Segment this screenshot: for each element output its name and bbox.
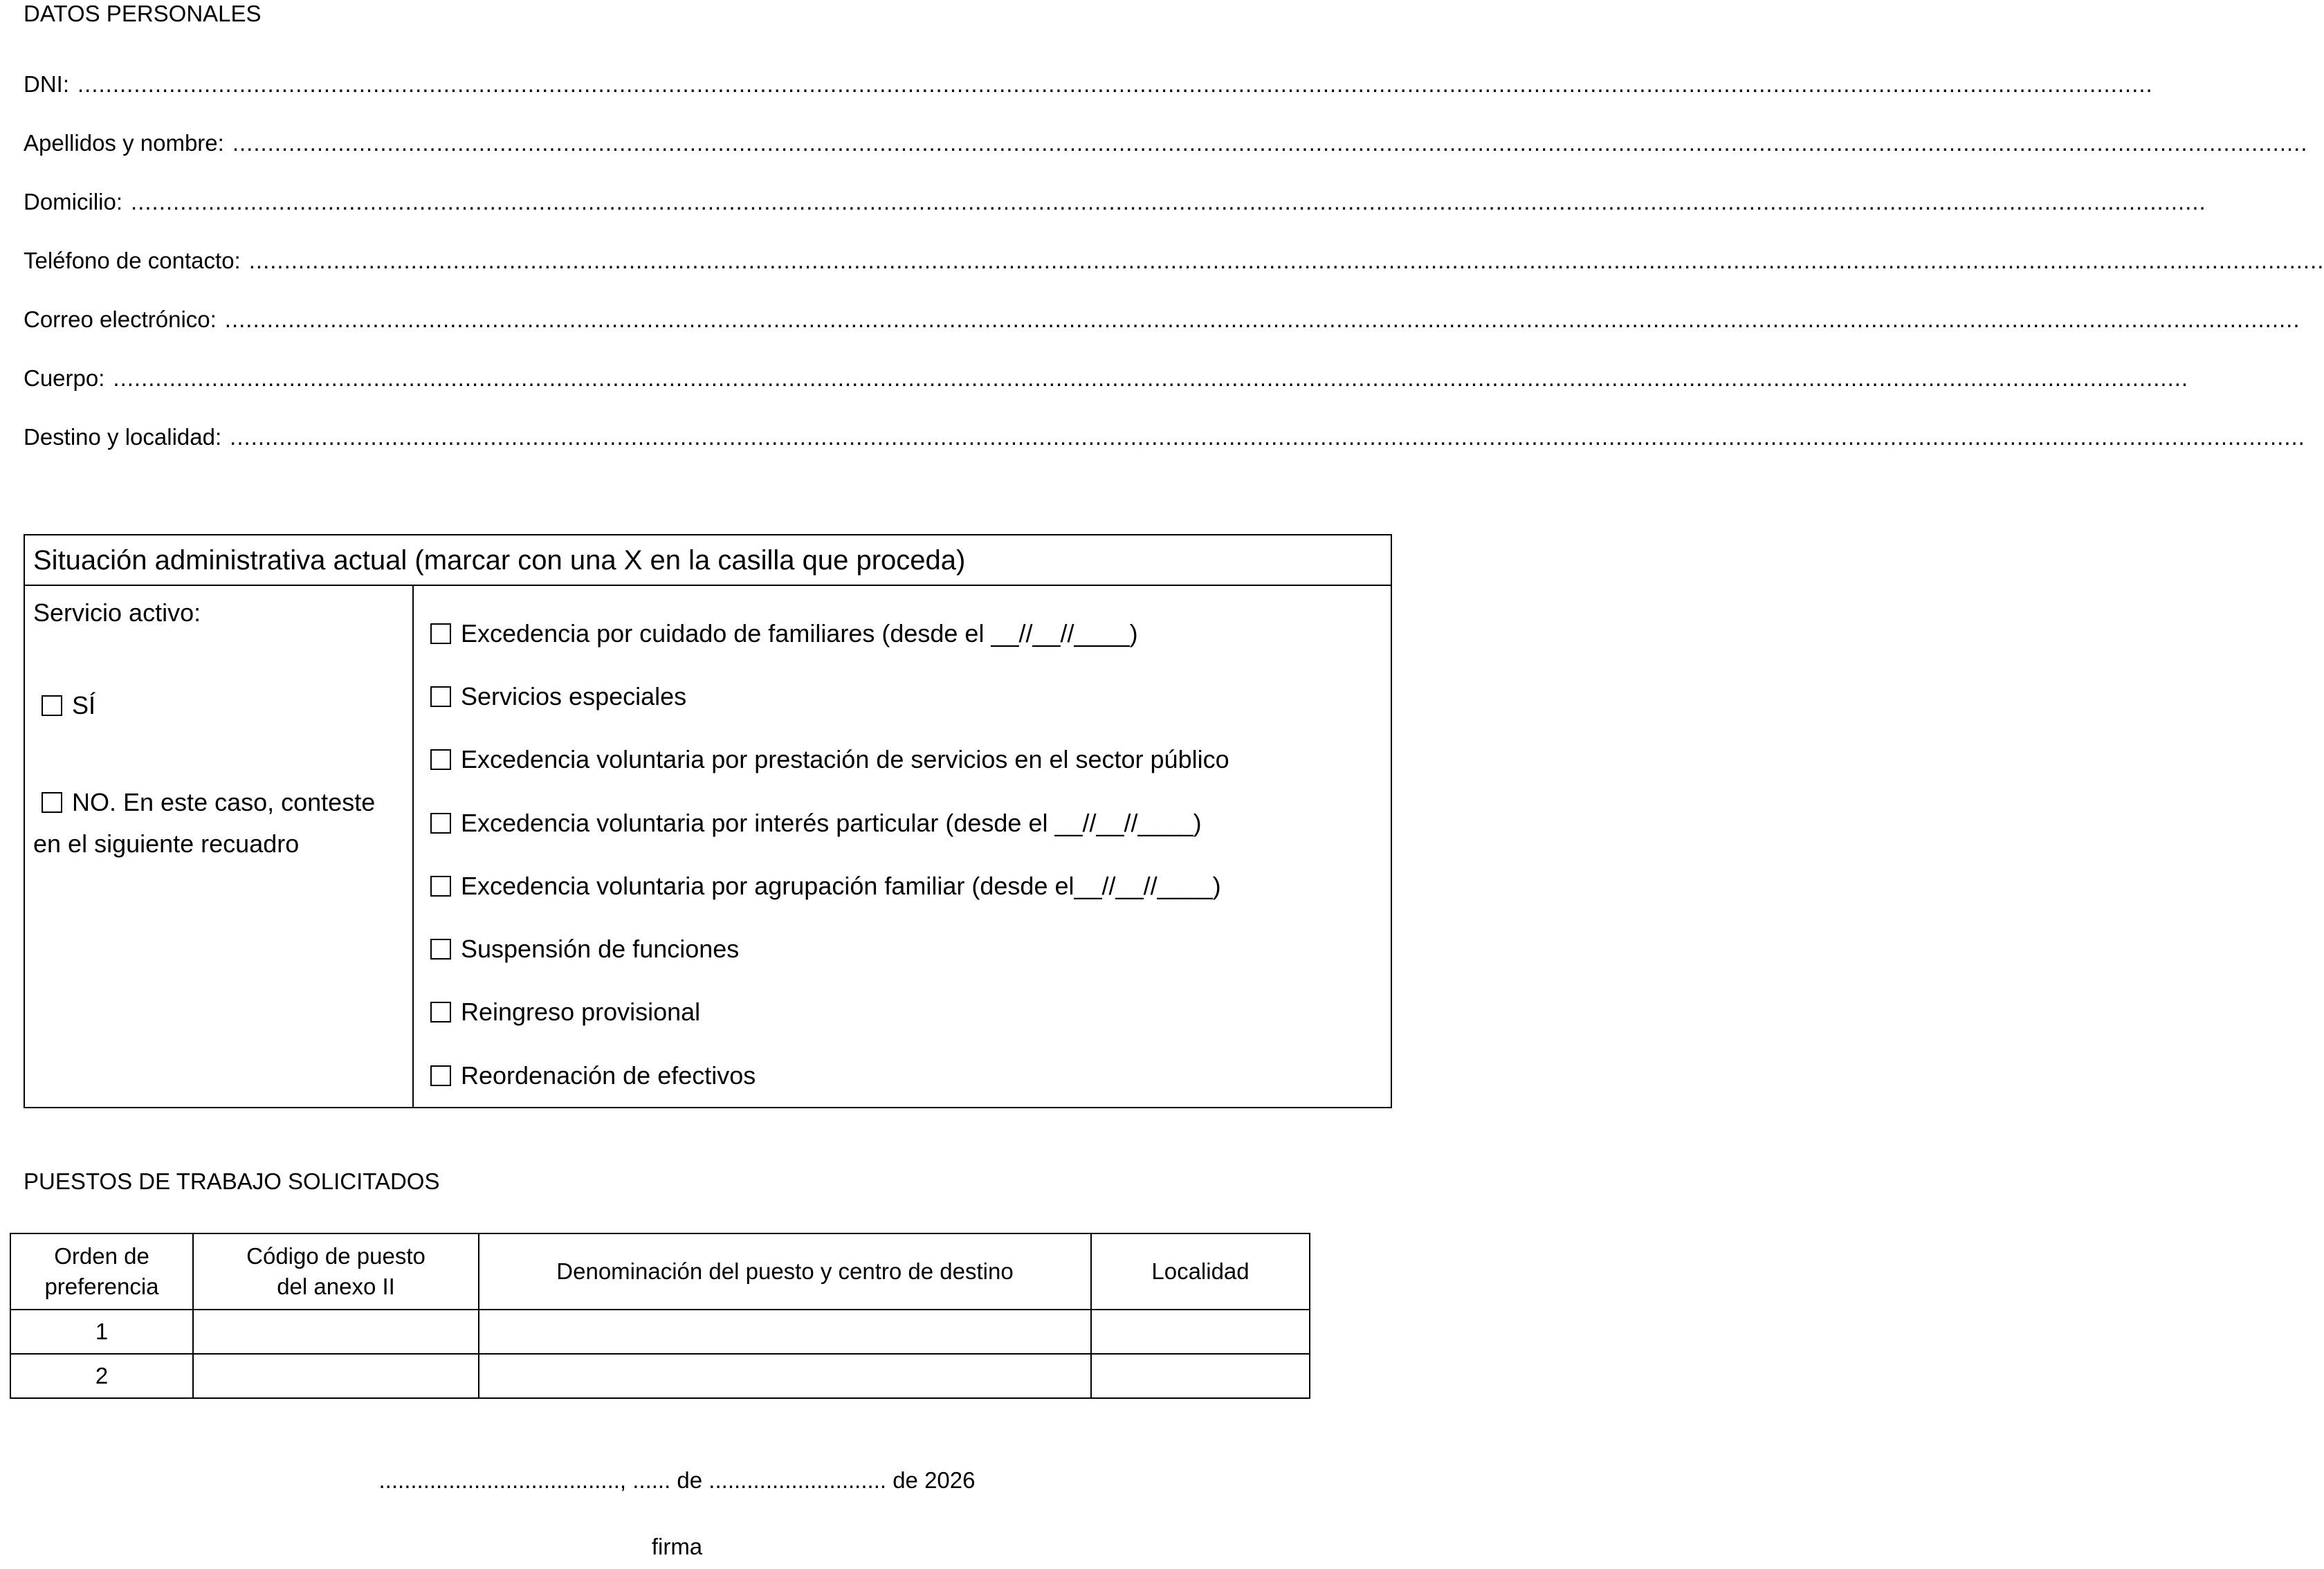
dni-field[interactable] xyxy=(24,69,2153,100)
phone-blank[interactable]: ....................................................................................................................................................................................................................................................................................................... xyxy=(248,248,2324,273)
checkbox-icon[interactable] xyxy=(42,792,62,813)
corps-blank[interactable]: ....................................................................................................................................................................................................................................................................................................... xyxy=(113,365,2189,391)
checkbox-icon[interactable] xyxy=(430,876,451,897)
option-provisional-reentry[interactable] xyxy=(430,995,700,1029)
destination-field[interactable] xyxy=(24,422,2305,452)
name-cell[interactable] xyxy=(479,1310,1091,1354)
option-label: Reordenación de efectivos xyxy=(461,1061,756,1090)
jobs-table xyxy=(10,1233,1310,1399)
dni-label: DNI: xyxy=(24,71,69,97)
address-field[interactable] xyxy=(24,187,2206,217)
personal-data-title: DATOS PERSONALES xyxy=(24,1,262,26)
header-name: Denominación del puesto y centro de destino xyxy=(479,1233,1091,1310)
active-no-option[interactable] xyxy=(42,786,375,819)
situation-title: Situación administrativa actual (marcar con una X en la casilla que proceda) xyxy=(33,545,966,576)
destination-blank[interactable]: ....................................................................................................................................................................................................................................................................................................... xyxy=(230,424,2305,450)
active-no-label-line2: en el siguiente recuadro xyxy=(33,829,300,858)
name-cell[interactable] xyxy=(479,1354,1091,1398)
option-public-sector[interactable] xyxy=(430,743,1229,776)
checkbox-icon[interactable] xyxy=(430,939,451,960)
name-field[interactable] xyxy=(24,128,2308,158)
checkbox-icon[interactable] xyxy=(42,695,62,716)
header-code-line1: Código de puesto xyxy=(246,1243,426,1269)
table-header-row xyxy=(10,1233,1310,1310)
destination-label: Destino y localidad: xyxy=(24,424,222,450)
option-label: Excedencia voluntaria por agrupación familiar (desde el__//__//____) xyxy=(461,872,1221,900)
corps-field[interactable] xyxy=(24,363,2189,394)
option-suspension[interactable] xyxy=(430,933,739,966)
locality-cell[interactable] xyxy=(1091,1310,1310,1354)
locality-cell[interactable] xyxy=(1091,1354,1310,1398)
header-code-line2: del anexo II xyxy=(277,1274,395,1299)
corps-label: Cuerpo: xyxy=(24,365,105,391)
option-label: Servicios especiales xyxy=(461,682,687,710)
address-label: Domicilio: xyxy=(24,189,123,214)
active-no-label-line1: NO. En este caso, conteste xyxy=(72,788,376,816)
table-row xyxy=(10,1354,1310,1398)
active-yes-label: SÍ xyxy=(72,691,96,719)
checkbox-icon[interactable] xyxy=(430,749,451,770)
option-label: Excedencia por cuidado de familiares (desde el __//__//____) xyxy=(461,619,1138,648)
order-cell: 2 xyxy=(10,1354,193,1398)
checkbox-icon[interactable] xyxy=(430,686,451,707)
jobs-title: PUESTOS DE TRABAJO SOLICITADOS xyxy=(24,1168,440,1194)
option-label: Suspensión de funciones xyxy=(461,935,740,963)
order-cell: 1 xyxy=(10,1310,193,1354)
header-order-line2: preferencia xyxy=(44,1274,159,1299)
option-private-interest[interactable] xyxy=(430,807,1202,840)
situation-divider xyxy=(412,586,414,1108)
phone-field[interactable] xyxy=(24,246,2324,276)
dni-blank[interactable]: ....................................................................................................................................................................................................................................................................................................... xyxy=(77,71,2153,97)
option-label: Excedencia voluntaria por prestación de servicios en el sector público xyxy=(461,745,1229,773)
option-special-services[interactable] xyxy=(430,680,686,713)
option-label: Excedencia voluntaria por interés particular (desde el __//__//____) xyxy=(461,809,1202,837)
code-cell[interactable] xyxy=(193,1310,479,1354)
option-family-grouping[interactable] xyxy=(430,870,1221,903)
email-field[interactable] xyxy=(24,304,2300,335)
active-yes-option[interactable] xyxy=(42,689,95,722)
email-blank[interactable]: ....................................................................................................................................................................................................................................................................................................... xyxy=(224,306,2300,332)
signature-label: firma xyxy=(651,1534,703,1559)
option-reorganization[interactable] xyxy=(430,1059,756,1092)
active-service-label: Servicio activo: xyxy=(33,598,201,627)
email-label: Correo electrónico: xyxy=(24,306,217,332)
table-row xyxy=(10,1310,1310,1354)
checkbox-icon[interactable] xyxy=(430,1065,451,1086)
header-order-line1: Orden de xyxy=(54,1243,149,1269)
date-line[interactable]: ......................................, ...... de ............................ de 2026 xyxy=(378,1467,976,1493)
checkbox-icon[interactable] xyxy=(430,1002,451,1022)
name-label: Apellidos y nombre: xyxy=(24,130,224,156)
address-blank[interactable]: ....................................................................................................................................................................................................................................................................................................... xyxy=(131,189,2206,214)
situation-header xyxy=(25,535,1391,586)
header-locality: Localidad xyxy=(1091,1233,1310,1310)
header-code xyxy=(193,1233,479,1310)
code-cell[interactable] xyxy=(193,1354,479,1398)
phone-label: Teléfono de contacto: xyxy=(24,248,241,273)
checkbox-icon[interactable] xyxy=(430,623,451,644)
situation-box xyxy=(24,534,1392,1108)
option-label: Reingreso provisional xyxy=(461,998,701,1026)
checkbox-icon[interactable] xyxy=(430,813,451,834)
option-family-care[interactable] xyxy=(430,617,1138,650)
name-blank[interactable]: ....................................................................................................................................................................................................................................................................................................... xyxy=(232,130,2308,156)
header-order xyxy=(10,1233,193,1310)
